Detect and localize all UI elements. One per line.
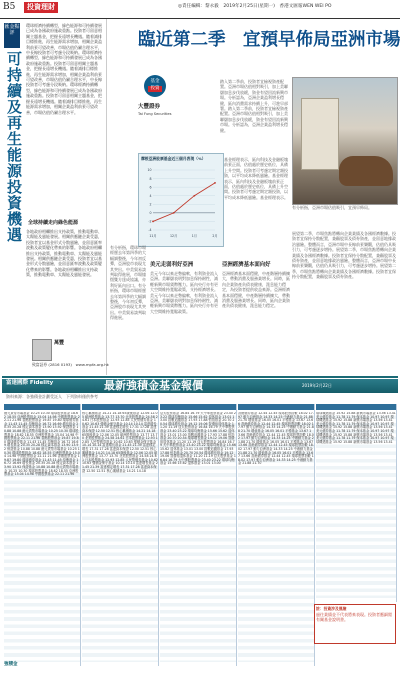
article-column-1: 有分析指，環球市場經歷去年第四季的大幅調整後，今年初反彈，亞洲股市表現尤其突出。中美貿易談判取得進展，市場憧憬雙方達成協議，亦利好區內出口。有分析指，環球市場經歷去年第四季的大幅調整後，今年初反彈，亞洲股市表現尤其突出。中美貿易談判取得進展。 — [110, 245, 146, 321]
chart-series-line — [153, 183, 215, 222]
author-photo — [32, 339, 52, 361]
fund-date: 2019年2月22日 — [302, 383, 332, 388]
author-name: 萬豐 — [54, 340, 65, 346]
article-column-4: 展望第二季，市場焦點將轉向企業業績及各國經濟數據。投資者宜保持分散配置，兼顧股票及債券資產，並留意地緣政治風險。整體而言，亞洲市場中長線前景樂觀，估值仍具吸引力，可考慮逐步增持。展望第二季，市場焦點將轉向企業業績及各國經濟數據。投資者宜保持分散配置，兼顧股票及債券資產，並留意地緣政治風險。整體而言，亞洲市場中長線前景樂觀，估值仍具吸引力，可考慮逐步增持。展望第二季，市場焦點將轉向企業業績及各國經濟數據。投資者宜保持分散配置，兼顧股票及債券資產。 — [292, 231, 396, 280]
fund-sponsor-logo: 富達國際 Fidelity — [6, 380, 54, 386]
subheading-2: 亞洲經濟基本面向好 — [222, 262, 271, 268]
article-photo — [292, 77, 398, 205]
chart-data-point — [214, 182, 216, 184]
fund-legend-text: 過往業績並不代表將來表現。投資者應細閱有關基金說明書。 — [316, 612, 392, 623]
column-title: 可持續及再生能源投資機遇 — [5, 51, 23, 243]
fund-column-3 — [160, 404, 237, 666]
chart-data-point — [152, 221, 154, 223]
column-credit: 致富証券 (2816 0193) www.mpfa.org.hk — [32, 362, 109, 367]
fund-column-header — [82, 404, 158, 410]
column-body-text-2: 各地政府相繼推出支持政策，推動電動車、太陽能及風能發展。相關供應鏈企業受惠，投資者宜以基金形式分散風險，並留意匯率波動及政策變化帶來的影響。各地政府相繼推出支持政策，推動電動車、太陽能及風能發展。相關供應鏈企業受惠，投資者宜以基金形式分散風險，並留意匯率波動及政策變化帶來的影響。各地政府相繼推出支持政策，推動電動車、太陽能及風能發展。 — [26, 229, 102, 278]
chart-title: 摩根亞洲股票基金近三個月表現（%） — [141, 156, 206, 161]
fund-column-header — [238, 404, 314, 410]
chart-side-text: 基金經理表示，區內科技及金融板塊前景正面，估值處於歷史低位，具備上升空間。投資者可考慮定期定額投資，以平均成本降低風險。基金經理表示，區內科技及金融板塊前景正面，估值處於歷史低位，具備上升空間。投資者可考慮定期定額投資，以平均成本降低風險。基金經理表示。 — [224, 157, 288, 200]
fund-rows: 環球機遇基金 15.92 15.88 新興市場基金 13.56 13.41 美元債券基金 11.78 11.79 保本基金 10.97 10.97 環球機遇基金 15.92 15.88 新興市場基金 13.56 13.41 美元債券基金 11.78 11.79 保本基金 10.97 10.97 環球機遇基金 15.92 15.88 新興市場基金 13.56 13.41 美元債券基金 11.78 11.79 保本基金 10.97 10.97 環球機遇基金 15.92 15.88 新興市場基金 13.56 13.41 美元債券基金 11.78 11.79 保本基金 10.97 10.97 環球機遇基金 15.92 15.88 新興市場基金 13.56 13.41 — [316, 412, 396, 598]
fund-column-header — [316, 404, 396, 410]
column-subheading: 全球持續走向綠色能源 — [28, 220, 79, 226]
fund-rows: 核心累積基金 14.21 14.18 65歲後基金 12.06 12.05 歐洲股票基金 13.77 13.70 北美股票基金 24.58 24.61 日本股票基金 12.93 12.85 人民幣債券基金 10.62 10.63 強積金保守基金 10.14 10.14 富達增長基金 21.45 21.39 富達穩定增長 17.31 17.28 富達資本保證 12.50 12.51 核心累積基金 14.21 14.18 65歲後基金 12.06 12.05 歐洲股票基金 13.77 13.70 北美股票基金 24.58 24.61 日本股票基金 12.93 12.85 人民幣債券基金 10.62 10.63 強積金保守基金 10.14 10.14 富達增長基金 21.45 21.39 富達穩定增長 17.31 17.28 富達資本保證 12.50 12.51 核心累積基金 14.21 14.18 65歲後基金 12.06 12.05 歐洲股票基金 13.77 13.70 北美股票基金 24.58 24.61 日本股票基金 12.93 12.85 人民幣債券基金 10.62 10.63 強積金保守基金 10.14 10.14 富達增長基金 21.45 21.39 富達穩定增長 17.31 17.28 富達資本保證 12.50 12.51 核心累積基金 14.21 14.18 — [82, 412, 158, 662]
chart-x-tick: 11月 — [149, 234, 157, 238]
chart-x-tick: 1月 — [191, 234, 197, 238]
photo-building — [301, 98, 339, 170]
photo-bull-statue — [339, 156, 393, 186]
chart-data-point — [193, 195, 195, 197]
category-badge-top: 基金 — [150, 79, 160, 84]
chart-data-point — [173, 212, 175, 214]
source-subtitle: Tai Fung Securities — [138, 112, 172, 116]
category-badge — [144, 75, 166, 97]
fund-column-5 — [316, 404, 397, 602]
fund-title-bar — [2, 379, 398, 393]
main-article — [108, 19, 398, 375]
fund-section-title: 最新強積金基金報價 — [104, 379, 203, 392]
chart-y-tick: -4 — [148, 228, 152, 233]
chart-y-tick: 8 — [149, 176, 152, 181]
chart-y-tick: -2 — [148, 219, 152, 224]
header-meta: ◎責任編輯：黎永毅 2019年2月25日(星期一) 香港文匯報WEN WEI PO — [178, 4, 332, 9]
column-body-text: 環球經濟持續轉型，綠色能源和可持續發展已成為各國政府施政重點。投資者可留意相關主題基金，把握長遠增長機遇。隨着減排目標推進，再生能源需求增加，相關企業盈利前景可望改善，市場估值仍屬合理水平，中長線投資者可考慮分段吸納。環球經濟持續轉型，綠色能源和可持續發展已成為各國政府施政重點。投資者可留意相關主題基金，把握長遠增長機遇。隨着減排目標推進，再生能源需求增加，相關企業盈利前景可望改善，市場估值仍屬合理水平，中長線投資者可考慮分段吸納。環球經濟持續轉型，綠色能源和可持續發展已成為各國政府施政重點。投資者可留意相關主題基金，把握長遠增長機遇。隨着減排目標推進，再生能源需求增加，相關企業盈利前景可望改善，市場估值仍屬合理水平。 — [26, 23, 102, 115]
photo-caption: 有分析指，亞洲市場估值吸引，宜預早佈局。 — [292, 205, 372, 210]
section-tag: 投資理財 — [24, 2, 58, 13]
article-column-2: 美元今年以來走勢偏軟，有利資金流入亞洲。美聯儲表明對加息保持耐性，減輕新興市場貨幣壓力。區內央行亦有更大空間維持寬鬆政策，支持經濟增長。美元今年以來走勢偏軟，有利資金流入亞洲。美聯儲表明對加息保持耐性，減輕新興市場貨幣壓力。區內央行亦有更大空間維持寬鬆政策。 — [150, 271, 218, 314]
fund-column-4 — [238, 404, 315, 666]
fund-notes: 資料來源：各強積金計劃受託人 下列資料僅供參考 — [6, 394, 98, 399]
performance-chart — [138, 153, 224, 247]
chart-x-tick: 12月 — [170, 234, 178, 238]
fund-rows: 亞太股票基金 16.84 16.79 大中華股票基金 23.40 23.22 環球均衡基金 15.66 15.62 退休基金 13.01 13.00 指數追蹤基金 17.93 17.88 恒指基金 20.70 20.54 環球增長基金 19.12 19.06 智優裕退休基金 11.20 11.19 亞太股票基金 16.84 16.79 大中華股票基金 23.40 23.22 環球均衡基金 15.66 15.62 退休基金 13.01 13.00 指數追蹤基金 17.93 17.88 恒指基金 20.70 20.54 環球增長基金 19.12 19.06 智優裕退休基金 11.20 11.19 亞太股票基金 16.84 16.79 大中華股票基金 23.40 23.22 環球均衡基金 15.66 15.62 退休基金 13.01 13.00 指數追蹤基金 17.93 17.88 恒指基金 20.70 20.54 環球增長基金 19.12 19.06 智優裕退休基金 11.20 11.19 亞太股票基金 16.84 16.79 大中華股票基金 23.40 23.22 環球均衡基金 15.66 15.62 退休基金 13.01 13.00 — [160, 412, 236, 662]
fund-column-header — [160, 404, 236, 410]
chart-y-tick: 0 — [149, 211, 152, 216]
column-badge: 匯金點評 — [4, 23, 20, 48]
chart-y-tick: 10 — [147, 168, 152, 173]
chart-x-tick: 2月 — [212, 234, 218, 238]
fund-legend-title: 註：投資涉及風險 — [316, 606, 347, 611]
article-headline: 臨近第二季 宜預早佈局亞洲市場 — [138, 30, 400, 50]
article-column-3: 亞洲經濟基本面穩健，中產階層持續擴大，帶動消費及服務業增長。同時，區內企業資產負債表健康，派息能力穩定，為投資者提供收益來源。亞洲經濟基本面穩健，中產階層持續擴大，帶動消費及服務業增長。同時，區內企業資產負債表健康，派息能力穩定。 — [222, 271, 290, 309]
fund-rows: 香港債券基金 12.44 12.45 環球股票指數 18.02 17.97 動力亞洲基金 14.33 14.25 中港動力基金 21.88 21.70 增值基金 16.05 16.01 平穩基金 13.67 13.66 香港債券基金 12.44 12.45 環球股票指數 18.02 17.97 動力亞洲基金 14.33 14.25 中港動力基金 21.88 21.70 增值基金 16.05 16.01 平穩基金 13.67 13.66 香港債券基金 12.44 12.45 環球股票指數 18.02 17.97 動力亞洲基金 14.33 14.25 中港動力基金 21.88 21.70 增值基金 16.05 16.01 平穩基金 13.67 13.66 香港債券基金 12.44 12.45 環球股票指數 18.02 17.97 動力亞洲基金 14.33 14.25 中港動力基金 21.88 21.70 增值基金 16.05 16.01 平穩基金 13.67 13.66 香港債券基金 12.44 12.45 環球股票指數 18.02 17.97 動力亞洲基金 14.33 14.25 中港動力基金 21.88 21.70 — [238, 412, 314, 662]
opinion-column — [2, 19, 107, 375]
category-badge-tag: 投資 — [148, 86, 162, 92]
fund-column-header — [4, 404, 80, 410]
fund-price-section — [2, 376, 398, 674]
chart-y-tick: 6 — [149, 185, 152, 190]
chart-y-tick: 2 — [149, 202, 152, 207]
fund-footer-tag: 強積金 — [4, 662, 18, 667]
page-number: B5 — [3, 2, 16, 12]
chart-y-tick: 4 — [149, 193, 152, 198]
fund-column-1 — [4, 404, 81, 666]
fund-column-2 — [82, 404, 159, 666]
page-header — [0, 0, 400, 19]
article-intro: 踏入第二季前，投資者宜檢視資產配置。亞洲市場估值相對吸引，加上美聯儲加息步伐放緩，資金有望回流新興市場。分析認為，亞洲企業盈利增長穩健，區內消費需求持續上升，可趁早部署。踏入第二季前，投資者宜檢視資產配置。亞洲市場估值相對吸引，加上美聯儲加息步伐放緩，資金有望回流新興市場。分析認為，亞洲企業盈利增長穩健。 — [220, 79, 288, 133]
fund-rows: 港元貨幣市場基金 10.25 10.30 環球股票基金 18.62 18.55 亞洲股票基金 15.04 14.98 中國股票基金 22.11 21.96 香港股票基金 19.87 19.80 環球債券基金 11.43 11.45 均衡基金 16.72 16.69 增長基金 20.35 20.28 穩定資本基金 13.90 13.92 保證基金 10.88 10.88 港元貨幣市場基金 10.25 10.30 環球股票基金 18.62 18.55 亞洲股票基金 15.04 14.98 中國股票基金 22.11 21.96 香港股票基金 19.87 19.80 環球債券基金 11.43 11.45 均衡基金 16.72 16.69 增長基金 20.35 20.28 穩定資本基金 13.90 13.92 保證基金 10.88 10.88 港元貨幣市場基金 10.25 10.30 環球股票基金 18.62 18.55 亞洲股票基金 15.04 14.98 中國股票基金 22.11 21.96 香港股票基金 19.87 19.80 環球債券基金 11.43 11.45 均衡基金 16.72 16.69 增長基金 20.35 20.28 穩定資本基金 13.90 13.92 保證基金 10.88 10.88 港元貨幣市場基金 10.25 10.30 環球股票基金 18.62 18.55 亞洲股票基金 15.04 14.98 中國股票基金 22.11 21.96 — [4, 412, 80, 662]
chart-plot — [143, 166, 219, 240]
subheading-1: 美元走弱利好亞洲 — [150, 262, 194, 268]
source-logo: 大豐證券 — [138, 104, 161, 110]
